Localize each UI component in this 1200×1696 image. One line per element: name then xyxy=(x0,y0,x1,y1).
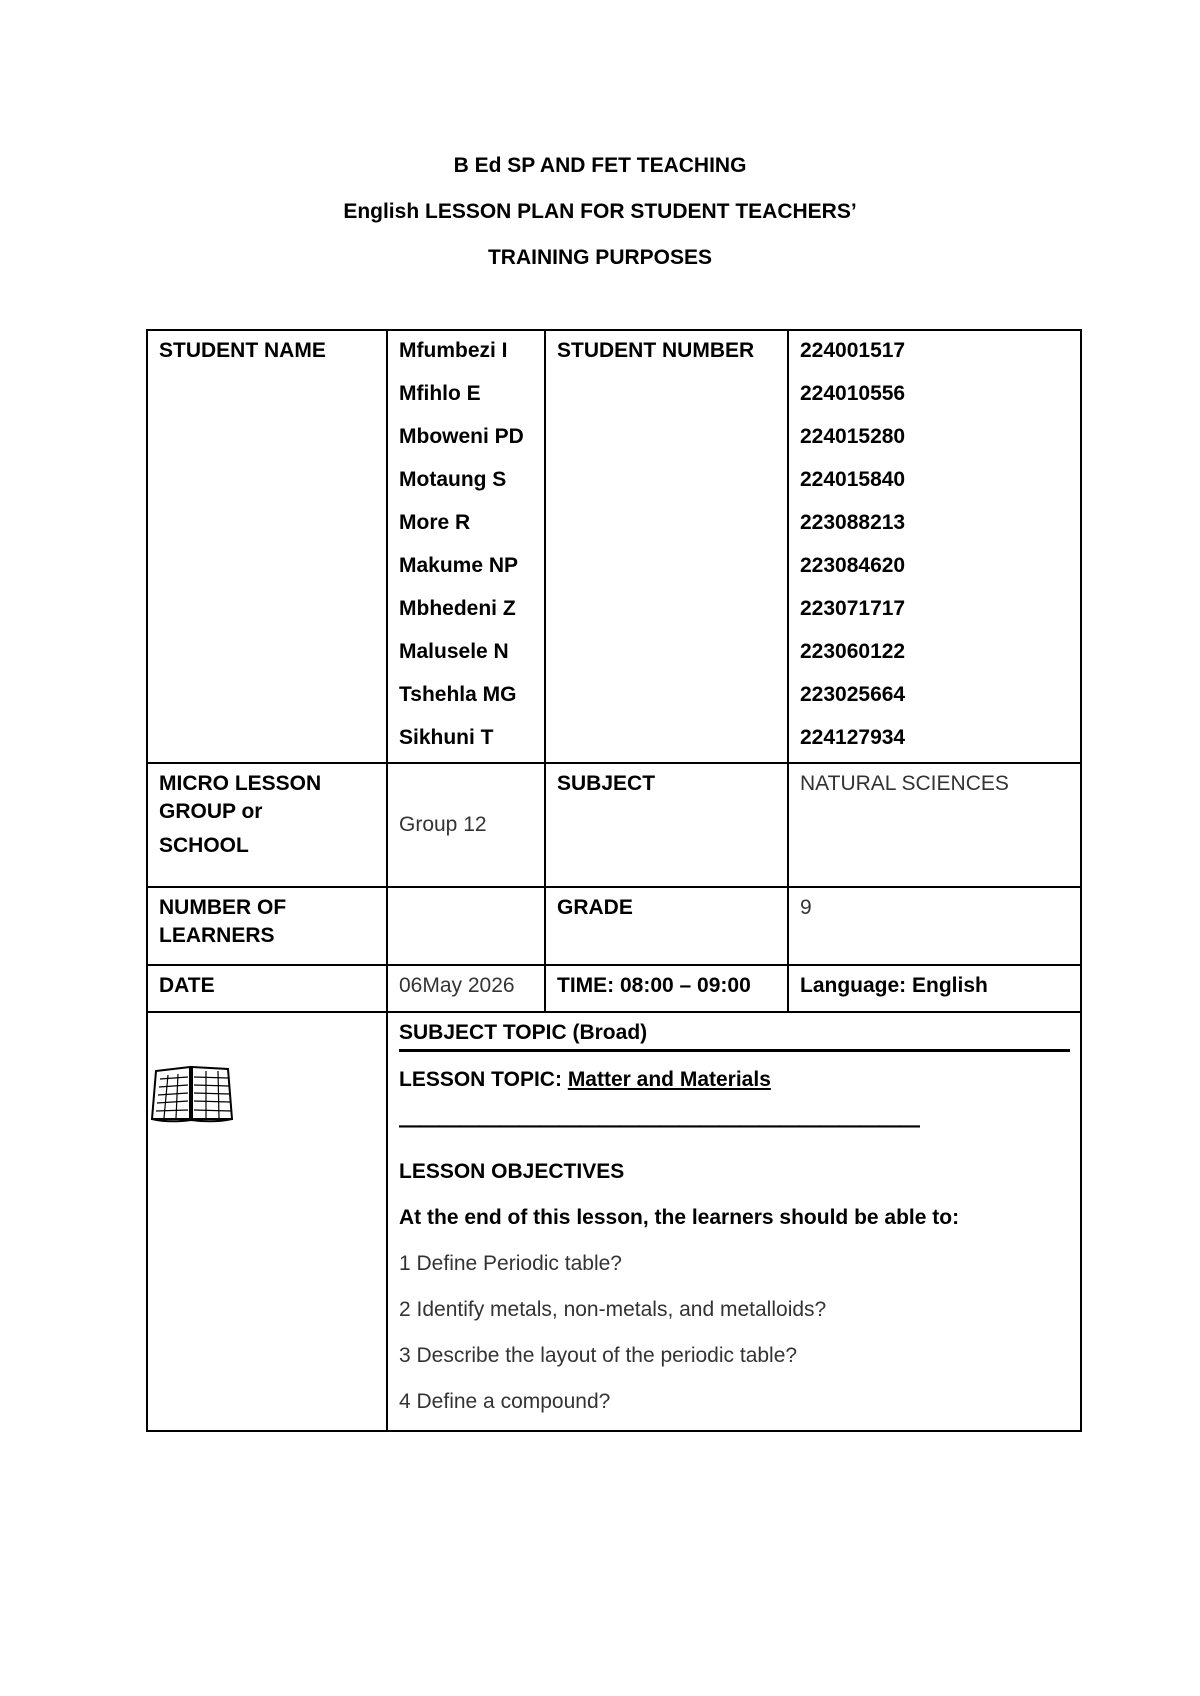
student-number: 224015280 xyxy=(800,425,906,448)
header-line-3: TRAINING PURPOSES xyxy=(487,246,713,269)
subject-topic-divider xyxy=(399,1049,1070,1052)
objectives-label: LESSON OBJECTIVES xyxy=(399,1160,625,1183)
lesson-row xyxy=(147,1012,1081,1431)
objective-item: 3 Describe the layout of the periodic table? xyxy=(399,1344,798,1367)
student-name: Mfihlo E xyxy=(399,382,481,405)
student-name: Makume NP xyxy=(399,554,519,577)
student-numbers-cell xyxy=(788,330,1081,763)
student-name: Sikhuni T xyxy=(399,726,494,749)
lesson-topic-label: LESSON TOPIC: xyxy=(399,1068,568,1091)
student-name: Malusele N xyxy=(399,640,509,663)
student-name-label: STUDENT NAME xyxy=(147,330,387,763)
learners-label: NUMBER OF LEARNERS xyxy=(147,887,387,965)
student-name: Tshehla MG xyxy=(399,683,517,706)
grade-label: GRADE xyxy=(545,887,788,965)
document-header xyxy=(0,143,1200,281)
lesson-icon-cell xyxy=(147,1012,387,1431)
micro-lesson-label-line1: MICRO LESSON GROUP or xyxy=(159,772,322,823)
student-number: 223088213 xyxy=(800,511,906,534)
lesson-topic-value: Matter and Materials xyxy=(567,1068,771,1091)
objectives-intro: At the end of this lesson, the learners should be able to: xyxy=(399,1206,960,1229)
lesson-content-cell xyxy=(387,1012,1081,1431)
student-number: 224127934 xyxy=(800,726,906,749)
grade-value: 9 xyxy=(788,887,1081,965)
student-name: Mboweni PD xyxy=(399,425,524,448)
header-line-2: English LESSON PLAN FOR STUDENT TEACHERS’ xyxy=(343,200,857,223)
micro-lesson-label xyxy=(147,763,387,887)
student-number: 223071717 xyxy=(800,597,906,620)
student-name: Motaung S xyxy=(399,468,507,491)
micro-lesson-row xyxy=(147,763,1081,887)
date-row xyxy=(147,965,1081,1012)
header-line-1: B Ed SP AND FET TEACHING xyxy=(453,154,747,177)
learners-value xyxy=(387,887,545,965)
objective-item: 2 Identify metals, non-metals, and metalloids? xyxy=(399,1298,827,1321)
date-value: 06May 2026 xyxy=(387,965,545,1012)
student-name: Mbhedeni Z xyxy=(399,597,516,620)
time-value: TIME: 08:00 – 09:00 xyxy=(545,965,788,1012)
student-name: More R xyxy=(399,511,471,534)
student-number-label: STUDENT NUMBER xyxy=(545,330,788,763)
lesson-topic xyxy=(399,1066,1070,1094)
micro-lesson-label-line2: SCHOOL xyxy=(159,834,249,857)
dash-line: —————————————————————————— xyxy=(399,1114,919,1137)
lesson-plan-table xyxy=(146,329,1082,1432)
student-names-cell xyxy=(387,330,545,763)
student-number: 223084620 xyxy=(800,554,906,577)
lesson-plan-book-icon xyxy=(148,1063,234,1123)
language-value: Language: English xyxy=(788,965,1081,1012)
student-name: Mfumbezi I xyxy=(399,339,508,362)
subject-label: SUBJECT xyxy=(545,763,788,887)
subject-value: NATURAL SCIENCES xyxy=(788,763,1081,887)
student-number: 224015840 xyxy=(800,468,906,491)
subject-topic-label: SUBJECT TOPIC (Broad) xyxy=(399,1021,648,1044)
micro-lesson-value: Group 12 xyxy=(387,763,545,887)
learners-row xyxy=(147,887,1081,965)
student-number: 224010556 xyxy=(800,382,906,405)
student-number: 224001517 xyxy=(800,339,906,362)
objective-item: 1 Define Periodic table? xyxy=(399,1252,622,1275)
objective-item: 4 Define a compound? xyxy=(399,1390,611,1413)
date-label: DATE xyxy=(147,965,387,1012)
student-row xyxy=(147,330,1081,763)
student-number: 223060122 xyxy=(800,640,906,663)
student-number: 223025664 xyxy=(800,683,906,706)
